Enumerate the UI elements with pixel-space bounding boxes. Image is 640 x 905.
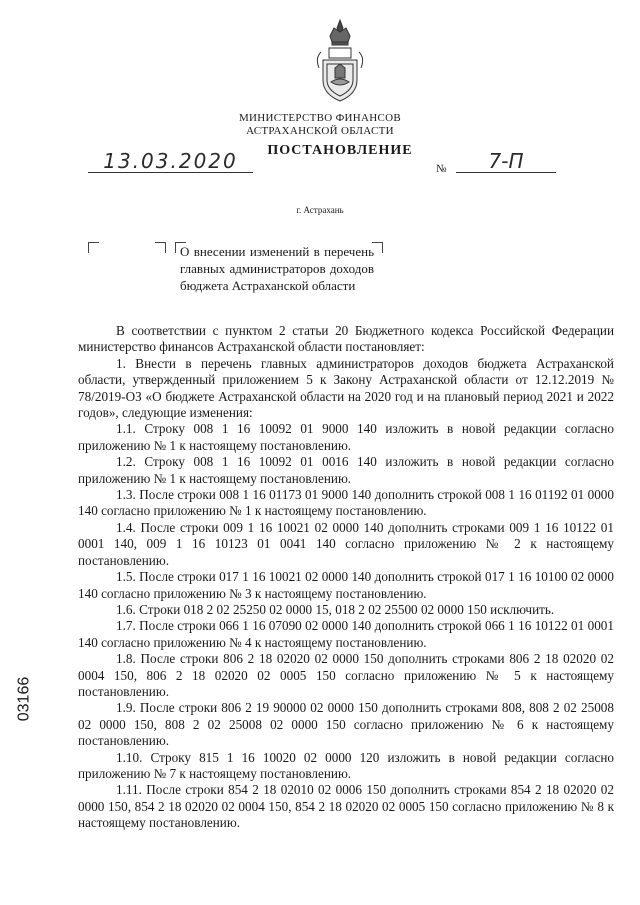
document-subject: О внесении изменений в перечень главных администраторов доходов бюджета Астраханской области [180, 244, 374, 293]
corner-bracket-left [88, 242, 99, 253]
paragraph-1-10: 1.10. Строку 815 1 16 10020 02 0000 120 изложить в новой редакции согласно приложению № 7 к настоящему постановлению. [78, 749, 614, 781]
paragraph-1-9: 1.9. После строки 806 2 19 90000 02 0000 150 дополнить строками 808, 808 2 02 25008 02 0000 150, 808 2 02 25008 02 0000 150 согласно приложению № 6 к настоящему постановлению. [78, 700, 614, 749]
document-body [78, 323, 614, 832]
city-name: г. Астрахань [296, 205, 344, 215]
coat-of-arms-emblem-icon [313, 18, 367, 104]
document-number: 7-П [456, 150, 556, 173]
number-sign: № [436, 163, 447, 175]
paragraph-1-1: 1.1. Строку 008 1 16 10092 01 9000 140 изложить в новой редакции согласно приложению № 1 к настоящему постановлению. [78, 421, 614, 453]
paragraph-1-5: 1.5. После строки 017 1 16 10021 02 0000 140 дополнить строкой 017 1 16 10100 02 0000 140 согласно приложению № 3 к настоящему постановлению. [78, 569, 614, 601]
side-stamp-number: 03166 [15, 676, 33, 722]
paragraph-1-2: 1.2. Строку 008 1 16 10092 01 0016 140 изложить в новой редакции согласно приложению № 1 к настоящему постановлению. [78, 454, 614, 486]
ministry-name-line1: МИНИСТЕРСТВО ФИНАНСОВ [238, 112, 402, 124]
paragraph-1: 1. Внести в перечень главных администраторов доходов бюджета Астраханской области, утвержденный приложением 5 к Закону Астраханской области от 12.12.2019 № 78/2019-ОЗ «О бюджете Астраханской области на 2020 год и на плановый период 2021 и 2022 годов», следующие изменения: [78, 355, 614, 421]
paragraph-1-7: 1.7. После строки 066 1 16 07090 02 0000 140 дополнить строкой 066 1 16 10122 01 0001 140 согласно приложению № 4 к настоящему постановлению. [78, 618, 614, 650]
paragraph-1-11: 1.11. После строки 854 2 18 02010 02 0006 150 дополнить строками 854 2 18 02020 02 0000 150, 854 2 18 02020 02 0004 150, 854 2 18 02020 02 0005 150 согласно приложению № 8 к настоящему постановлению. [78, 782, 614, 831]
intro-paragraph: В соответствии с пунктом 2 статьи 20 Бюджетного кодекса Российской Федерации министерство финансов Астраханской области постановляет: [78, 323, 614, 355]
paragraph-1-3: 1.3. После строки 008 1 16 01173 01 9000 140 дополнить строкой 008 1 16 01192 01 0000 140 согласно приложению № 1 к настоящему постановлению. [78, 487, 614, 519]
side-registration-stamp [15, 670, 42, 726]
paragraph-1-8: 1.8. После строки 806 2 18 02020 02 0000 150 дополнить строками 806 2 18 02020 02 0004 150, 806 2 18 02020 02 0005 150 согласно приложению № 5 к настоящему постановлению. [78, 651, 614, 699]
ministry-name-line2: АСТРАХАНСКОЙ ОБЛАСТИ [246, 125, 394, 137]
paragraph-1-4: 1.4. После строки 009 1 16 10021 02 0000 140 дополнить строками 009 1 16 10122 01 0001 140, 009 1 16 10123 01 0041 140 согласно приложению № 2 к настоящему постановлению. [78, 519, 614, 568]
corner-bracket-middle [155, 242, 166, 253]
document-date: 13.03.2020 [88, 150, 253, 173]
document-type: ПОСТАНОВЛЕНИЕ [267, 143, 413, 158]
paragraph-1-6: 1.6. Строки 018 2 02 25250 02 0000 15, 018 2 02 25500 02 0000 150 исключить. [116, 601, 555, 617]
